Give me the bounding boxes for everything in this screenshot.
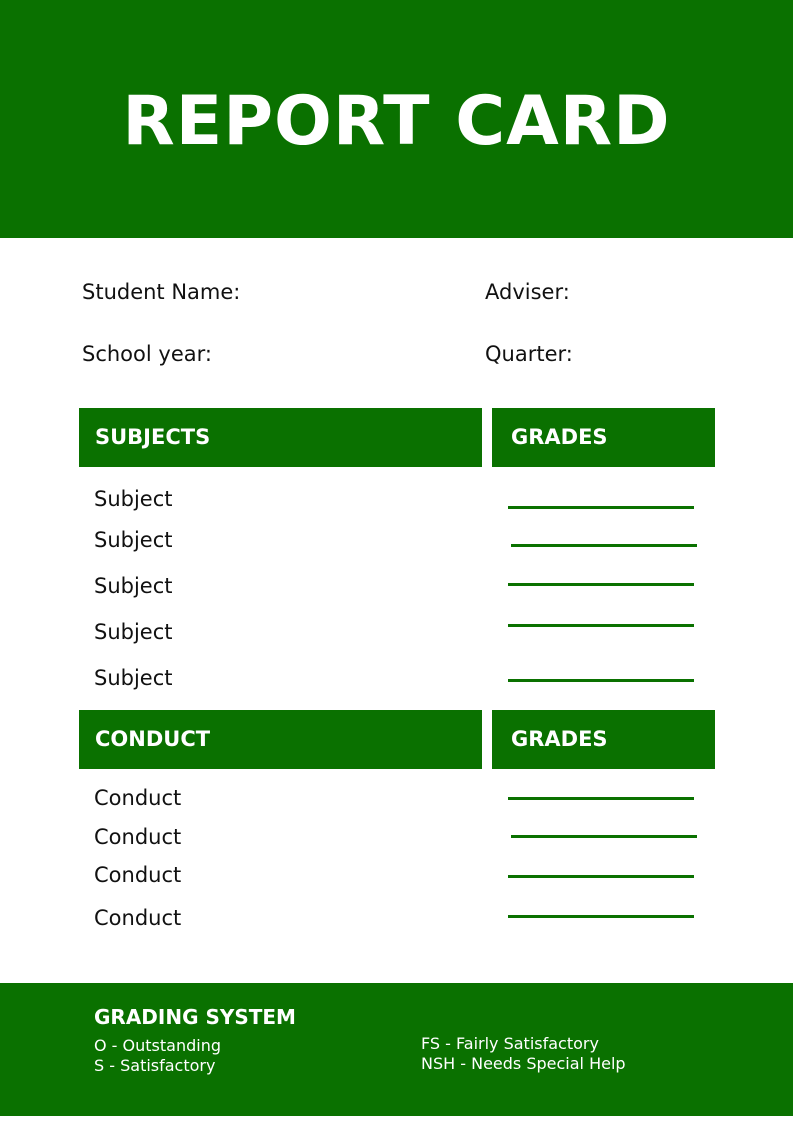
conduct-row-label: Conduct	[94, 906, 182, 930]
grading-item: FS - Fairly Satisfactory	[421, 1034, 599, 1053]
adviser-label: Adviser:	[485, 280, 570, 304]
subjects-header: SUBJECTS	[79, 408, 482, 467]
school-year-label: School year:	[82, 342, 212, 366]
subject-grade-line[interactable]	[508, 506, 694, 509]
conduct-grades-header: GRADES	[492, 710, 715, 769]
page-title: REPORT CARD	[122, 82, 671, 161]
conduct-row-label: Conduct	[94, 863, 182, 887]
quarter-label: Quarter:	[485, 342, 573, 366]
header-banner	[0, 0, 793, 238]
subject-row-label: Subject	[94, 528, 173, 552]
grading-item: S - Satisfactory	[94, 1056, 216, 1075]
conduct-row-label: Conduct	[94, 825, 182, 849]
grading-item: O - Outstanding	[94, 1036, 221, 1055]
subject-row-label: Subject	[94, 666, 173, 690]
subject-row-label: Subject	[94, 574, 173, 598]
subjects-grades-header: GRADES	[492, 408, 715, 467]
conduct-row-label: Conduct	[94, 786, 182, 810]
subject-grade-line[interactable]	[508, 583, 694, 586]
subject-grade-line[interactable]	[511, 544, 697, 547]
conduct-grade-line[interactable]	[508, 875, 694, 878]
conduct-grade-line[interactable]	[511, 835, 697, 838]
subject-grade-line[interactable]	[508, 679, 694, 682]
subject-row-label: Subject	[94, 487, 173, 511]
subject-row-label: Subject	[94, 620, 173, 644]
conduct-grade-line[interactable]	[508, 797, 694, 800]
student-name-label: Student Name:	[82, 280, 241, 304]
grading-item: NSH - Needs Special Help	[421, 1054, 626, 1073]
grading-system-title: GRADING SYSTEM	[94, 1005, 296, 1029]
conduct-header: CONDUCT	[79, 710, 482, 769]
conduct-grade-line[interactable]	[508, 915, 694, 918]
subject-grade-line[interactable]	[508, 624, 694, 627]
